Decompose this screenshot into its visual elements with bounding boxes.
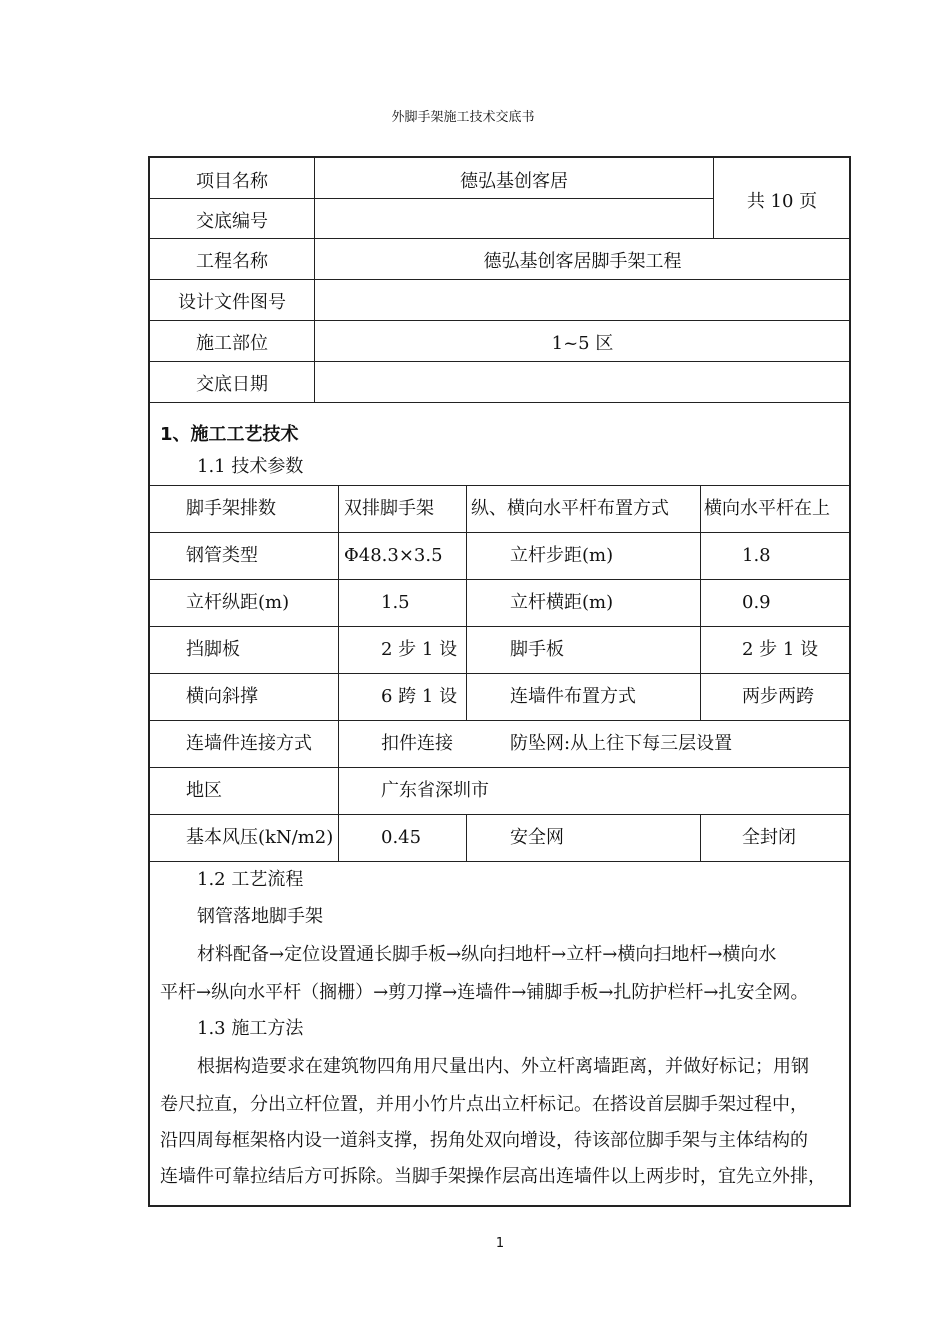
param-value: 双排脚手架 <box>344 498 434 519</box>
section-title: 1、施工工艺技术 <box>160 424 299 445</box>
param-value: 2 步 1 设 <box>742 639 819 660</box>
page-number: 1 <box>495 1236 505 1251</box>
grid-line <box>150 532 850 533</box>
grid-line <box>150 767 850 768</box>
method-text-line: 沿四周每框架格内设一道斜支撑，拐角处双向增设，待该部位脚手架与主体结构的 <box>160 1130 808 1151</box>
design-doc-label: 设计文件图号 <box>178 292 286 313</box>
grid-line <box>150 485 850 486</box>
param-value: 1.5 <box>381 592 410 613</box>
grid-line <box>150 673 850 674</box>
grid-line <box>150 579 850 580</box>
disclosure-no-label: 交底编号 <box>196 211 268 232</box>
grid-line <box>338 485 339 861</box>
engineering-name-label: 工程名称 <box>196 251 268 272</box>
method-text-line: 根据构造要求在建筑物四角用尺量出内、外立杆离墙距离，并做好标记；用钢 <box>197 1056 809 1077</box>
grid-line <box>700 485 701 720</box>
subsection-title: 1.2 工艺流程 <box>197 869 304 890</box>
param-value: 2 步 1 设 <box>381 639 458 660</box>
param-label: 连墙件连接方式 <box>186 733 312 754</box>
param-label: 横向斜撑 <box>186 686 258 707</box>
document-title: 外脚手架施工技术交底书 <box>391 110 535 125</box>
param-value: 全封闭 <box>742 827 796 848</box>
param-label: 挡脚板 <box>186 639 240 660</box>
param-label: 脚手板 <box>510 639 564 660</box>
param-value: Φ48.3×3.5 <box>344 545 443 566</box>
construction-part-value: 1~5 区 <box>551 333 614 354</box>
param-label: 立杆步距(m) <box>510 545 614 566</box>
method-text-line: 连墙件可靠拉结后方可拆除。当脚手架操作层高出连墙件以上两步时，宜先立外排， <box>160 1166 826 1187</box>
flow-subtitle: 钢管落地脚手架 <box>197 906 323 927</box>
project-name-label: 项目名称 <box>196 171 268 192</box>
engineering-name-value: 德弘基创客居脚手架工程 <box>483 251 682 272</box>
param-label: 立杆横距(m) <box>510 592 614 613</box>
grid-line <box>150 279 850 280</box>
param-label: 脚手架排数 <box>186 498 276 519</box>
param-label: 钢管类型 <box>186 545 258 566</box>
grid-line <box>150 814 850 815</box>
grid-line <box>150 720 850 721</box>
param-label: 防坠网:从上往下每三层设置 <box>510 733 733 754</box>
grid-line <box>700 814 701 861</box>
param-label: 纵、横向水平杆布置方式 <box>471 498 669 519</box>
param-label: 安全网 <box>510 827 564 848</box>
param-value: 广东省深圳市 <box>381 780 489 801</box>
flow-text-line: 平杆→纵向水平杆（搁栅）→剪刀撑→连墙件→铺脚手板→扎防护栏杆→扎安全网。 <box>160 982 809 1003</box>
page-count: 共 10 页 <box>746 191 818 212</box>
subsection-title: 1.1 技术参数 <box>197 456 304 477</box>
disclosure-date-label: 交底日期 <box>196 374 268 395</box>
param-value: 1.8 <box>742 545 771 566</box>
grid-line <box>466 814 467 861</box>
grid-line <box>150 626 850 627</box>
param-value: 6 跨 1 设 <box>381 686 458 707</box>
grid-line <box>150 238 850 239</box>
param-label: 立杆纵距(m) <box>186 592 290 613</box>
construction-part-label: 施工部位 <box>196 333 268 354</box>
project-name-value: 德弘基创客居 <box>460 171 568 192</box>
param-value: 横向水平杆在上 <box>704 498 830 519</box>
grid-line <box>150 320 850 321</box>
param-value: 两步两跨 <box>742 686 814 707</box>
param-value: 0.9 <box>742 592 771 613</box>
subsection-title: 1.3 施工方法 <box>197 1018 304 1039</box>
grid-line <box>466 485 467 720</box>
param-label: 基本风压(kN/m2) <box>186 827 334 848</box>
flow-text-line: 材料配备→定位设置通长脚手板→纵向扫地杆→立杆→横向扫地杆→横向水 <box>197 944 777 965</box>
grid-line <box>150 361 850 362</box>
param-value: 0.45 <box>381 827 422 848</box>
grid-line <box>150 402 850 403</box>
param-label: 地区 <box>186 780 222 801</box>
grid-line <box>150 198 713 199</box>
param-value: 扣件连接 <box>381 733 453 754</box>
grid-line <box>314 158 315 402</box>
grid-line <box>150 861 850 862</box>
param-label: 连墙件布置方式 <box>510 686 636 707</box>
method-text-line: 卷尺拉直，分出立杆位置，并用小竹片点出立杆标记。在搭设首层脚手架过程中， <box>160 1094 808 1115</box>
